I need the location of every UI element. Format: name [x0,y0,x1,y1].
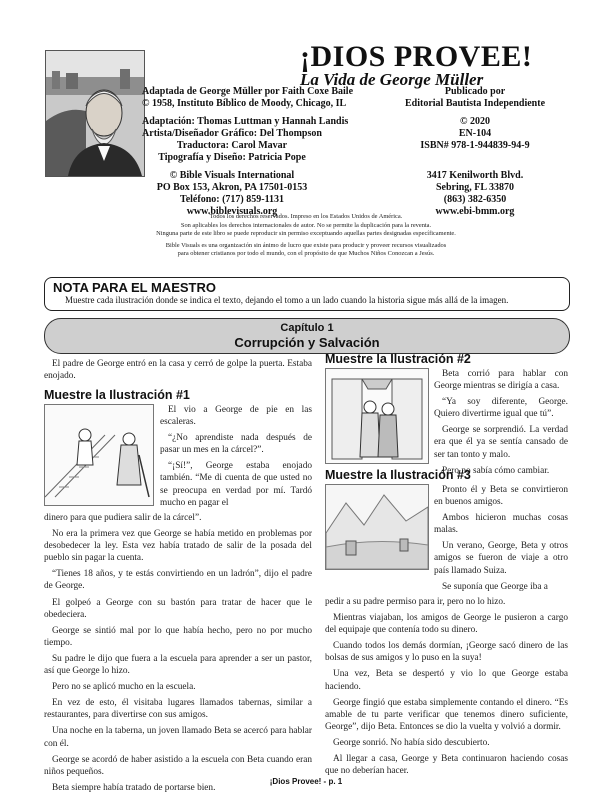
credit-line: © 1958, Instituto Bíblico de Moody, Chicago, IL [142,98,347,109]
paragraph: Cuando todos los demás dormían, ¡George sacó dinero de las bolsas de sus amigos y lo puso en la suya! [325,641,568,664]
chapter-number: Capítulo 1 [280,322,334,334]
paragraph: George se sintió mal por lo que había hecho, pero no por mucho tiempo. [44,625,312,648]
paragraph: Ambos hicieron muchas cosas malas. [434,513,568,536]
paragraph: George fingió que estaba simplemente contando el dinero. “Es amable de tu parte verificar que tenemos dinero suficiente, George”, dijo Beta. Entonces se dio la vuelta y volvió a dormir. [325,697,568,732]
paragraph: Su padre le dijo que fuera a la escuela para aprender a ser un pastor, así que George lo hizo. [44,653,312,677]
illustration-3-text [434,484,568,597]
paragraph: Al llegar a casa, George y Beta continuaron haciendo cosas que no deberían hacer. [325,754,568,777]
paragraph: Pero no se aplicó mucho en la escuela. [52,682,196,693]
teacher-note-heading: NOTA PARA EL MAESTRO [53,280,216,295]
paragraph: “¿No aprendiste nada después de pasar un mes en la cárcel?”. [160,433,312,456]
paragraph: pedir a su padre permiso para ir, pero no lo hizo. [325,597,506,607]
illustration-2-image [325,368,429,464]
paragraph: dinero para que pudiera salir de la cárcel”. [44,513,202,523]
col2-body [325,596,568,781]
illustration-3-heading: Muestre la Ilustración #3 [325,468,471,482]
illustration-2-text [434,368,568,481]
col1-body [44,512,312,798]
paragraph: “¡Sí!”, George estaba enojado también. “Me di cuenta de que usted no se preocupa en verdad por mí. Tardó mucho en pagar el [160,461,312,508]
credit-line: Tipografía y Diseño: Patricia Pope [158,152,306,163]
credit-line: ISBN# 978-1-944839-94-9 [420,140,530,151]
illustration-1-image [44,404,154,506]
paragraph: No era la primera vez que George se había metido en problemas por desobedecer la ley. Esta vez había tratado de salir de la posada del pueblo sin pagar la cuenta. [44,529,312,564]
credit-line: Artista/Diseñador Gráfico: Del Thompson [142,128,322,139]
page-title: ¡DIOS PROVEE! [300,40,533,73]
paragraph: Un verano, George, Beta y otros amigos se fueron de viaje a otro país llamado Suiza. [434,541,568,576]
rights-line: para obtener cristianos por todo el mundo, con el propósito de que Muchos Niños Conozcan a Jesús. [177,250,435,257]
chapter-banner [44,318,570,354]
paragraph: En vez de esto, él visitaba lugares llamados tabernas, similar a restaurantes, para divertirse con sus amigos. [44,698,312,721]
rights-line: Bible Visuals es una organización sin ánimo de lucro que existe para producir y proveer recursos visualizados [165,241,447,249]
illustration-3-image [325,484,429,570]
teacher-note-box [44,277,570,311]
chapter-title: Corrupción y Salvación [234,335,380,350]
illustration-1-heading: Muestre la Ilustración #1 [44,388,190,402]
credit-line: Adaptada de George Müller por Faith Coxe Baile [142,86,354,97]
page-footer: ¡Dios Provee! - p. 1 [269,777,343,786]
paragraph: El padre de George entró en la casa y cerró de golpe la puerta. Estaba enojado. [44,359,312,382]
paragraph: Mientras viajaban, los amigos de George le pusieron a cargo del equipaje que contenía todo su dinero. [325,613,568,636]
credit-line: Traductora: Carol Mavar [176,140,288,151]
paragraph: El golpeó a George con su bastón para tratar de hacer que le obedeciera. [44,597,312,620]
paragraph: Beta siempre había tratado de portarse bien. [52,782,216,793]
credit-line: (863) 382-6350 [443,194,507,205]
paragraph: George sonrió. No había sido descubierto. [333,737,490,748]
credit-line: Editorial Bautista Independiente [404,98,546,109]
rights-line: Son aplicables los derechos internacionales de autor. No se permite la duplicación para la reventa. [180,221,432,229]
paragraph: George se sorprendió. La verdad era que él ya se sentía cansado de ser tan tonto y malo. [434,425,568,460]
rights-notice [40,213,572,259]
credits-right [400,86,550,218]
credit-line: © 2020 [460,116,490,127]
paragraph: Beta corrió para hablar con George mientras se dirigía a casa. [434,369,568,392]
credit-line: Publicado por [444,86,506,97]
paragraph: El vio a George de pie en las escaleras. [160,405,312,428]
paragraph: Pero no sabía cómo cambiar. [442,465,550,476]
credit-line: www.ebi-bmm.org [435,206,515,217]
col1-intro [44,358,312,386]
credit-line: © Bible Visuals International [169,170,295,181]
paragraph: Se suponía que George iba a [442,581,548,592]
page-subtitle: La Vida de George Müller [300,70,484,89]
rights-line: Ninguna parte de este libro se puede reproducir sin permiso exceptuando aquellas partes designadas específicamente. [156,230,456,237]
teacher-note-text: Muestre cada ilustración donde se indica el texto, dejando el tomo a un lado cuando la historia sigue más allá de la imagen. [65,295,509,305]
illustration-2-heading: Muestre la Ilustración #2 [325,352,471,366]
paragraph: Pronto él y Beta se convirtieron en buenos amigos. [434,485,568,508]
george-muller-portrait [45,50,145,177]
credit-line: Sebring, FL 33870 [435,182,515,193]
paragraph: George se acordó de haber asistido a la escuela con Beta cuando eran niños pequeños. [44,754,312,777]
paragraph: Una vez, Beta se despertó y vio lo que George estaba haciendo. [325,669,568,692]
credit-line: 3417 Kenilworth Blvd. [426,170,524,181]
credit-line: PO Box 153, Akron, PA 17501-0153 [156,182,308,193]
credit-line: www.biblevisuals.org [186,206,278,217]
paragraph: “Ya soy diferente, George. Quiero divertirme igual que tú”. [434,397,568,420]
paragraph: Una noche en la taberna, un joven llamado Beta se acercó para hablar con él. [44,726,312,749]
credit-line: EN-104 [458,128,492,139]
paragraph: “Tienes 18 años, y te estás convirtiendo en un ladrón”, dijo el padre de George. [44,569,312,592]
illustration-1-text [160,404,312,513]
credit-line: Teléfono: (717) 859-1131 [179,194,285,205]
rights-line: Todos los derechos reservados. Impreso en los Estados Unidos de América. [209,213,403,220]
credit-line: Adaptación: Thomas Luttman y Hannah Landis [142,116,349,127]
